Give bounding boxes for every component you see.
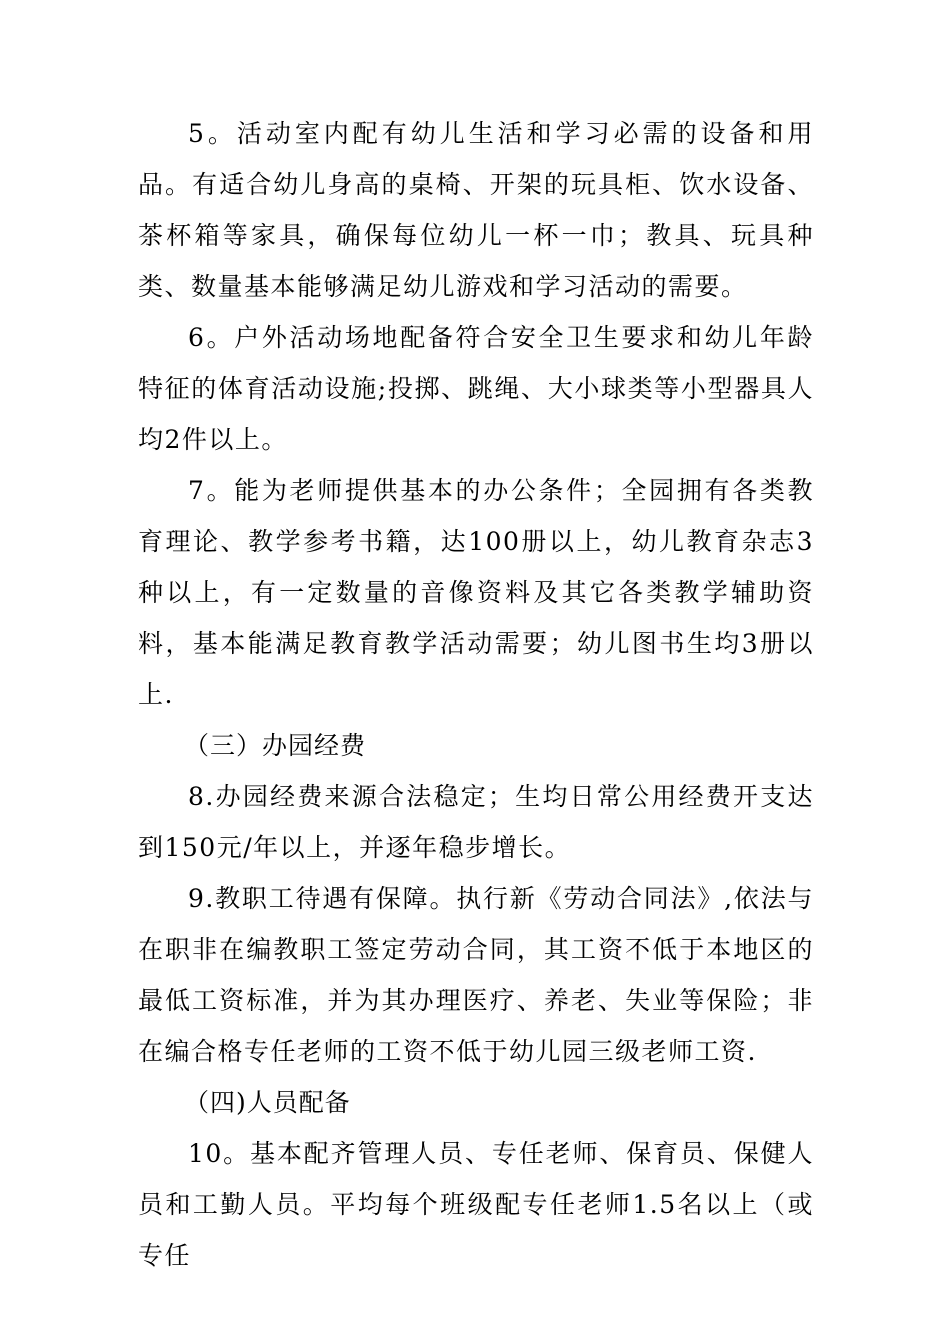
paragraph-6: 6。户外活动场地配备符合安全卫生要求和幼儿年龄特征的体育活动设施;投掷、跳绳、大小球类等小型器具人均2件以上。 bbox=[138, 323, 814, 454]
paragraph-7: 7。能为老师提供基本的办公条件；全园拥有各类教育理论、教学参考书籍，达100册以上，幼儿教育杂志3种以上，有一定数量的音像资料及其它各类教学辅助资料，基本能满足教育教学活动需要；幼儿图书生均3册以上. bbox=[138, 476, 814, 709]
section-heading-funding: （三）办园经费 bbox=[184, 731, 367, 760]
paragraph-5: 5。活动室内配有幼儿生活和学习必需的设备和用品。有适合幼儿身高的桌椅、开架的玩具柜、饮水设备、茶杯箱等家具，确保每位幼儿一杯一巾；教具、玩具种类、数量基本能够满足幼儿游戏和学习活动的需要。 bbox=[138, 119, 814, 301]
section-heading-staffing: （四)人员配备 bbox=[184, 1088, 351, 1117]
document-body bbox=[138, 108, 814, 1281]
paragraph-9: 9.教职工待遇有保障。执行新《劳动合同法》,依法与在职非在编教职工签定劳动合同，其工资不低于本地区的最低工资标准，并为其办理医疗、养老、失业等保险；非在编合格专任老师的工资不低于幼儿园三级老师工资. bbox=[138, 884, 814, 1066]
paragraph-8: 8.办园经费来源合法稳定；生均日常公用经费开支达到150元/年以上，并逐年稳步增长。 bbox=[138, 782, 814, 862]
paragraph-10: 10。基本配齐管理人员、专任老师、保育员、保健人员和工勤人员。平均每个班级配专任老师1.5名以上（或专任 bbox=[138, 1139, 814, 1270]
